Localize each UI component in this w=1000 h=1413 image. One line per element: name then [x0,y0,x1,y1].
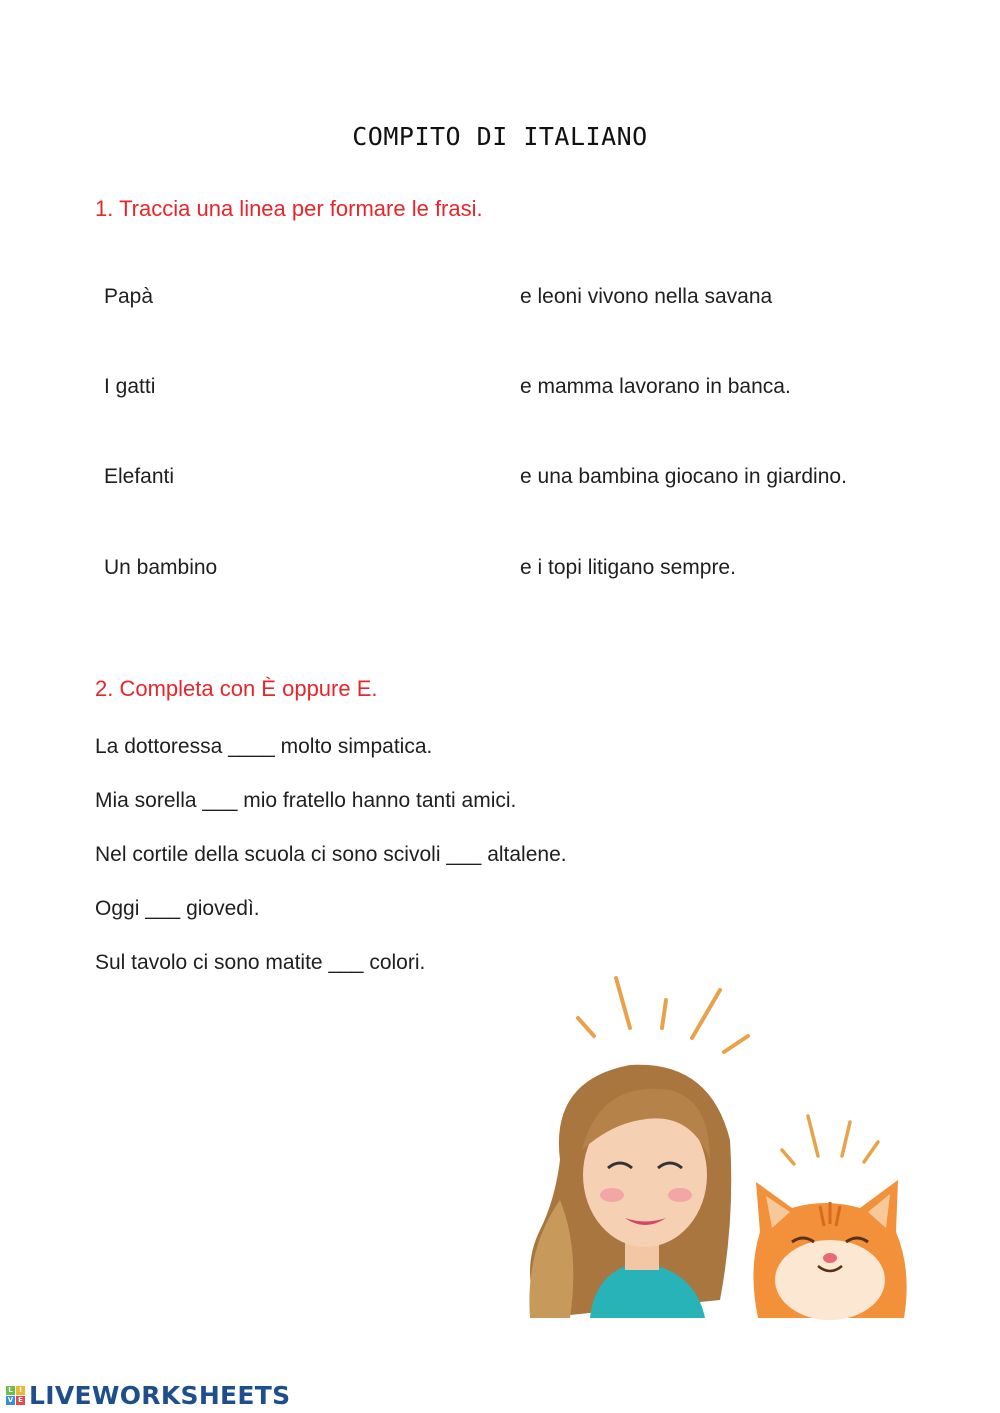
exercise1-instruction: 1. Traccia una linea per formare le frasi. [95,196,483,221]
girl-avatar-icon [529,1065,731,1318]
match-right-item[interactable]: e i topi litigano sempre. [520,556,736,579]
match-left-item[interactable]: I gatti [104,375,156,398]
match-right-item[interactable]: e una bambina giocano in giardino. [520,465,847,488]
fill-sentence[interactable]: Oggi ___ giovedì. [95,897,260,920]
fill-sentence[interactable]: Nel cortile della scuola ci sono scivoli ___ altalene. [95,843,567,866]
match-left-item[interactable]: Papà [104,285,154,308]
match-left-item[interactable]: Elefanti [104,465,175,488]
illustration-art [520,970,920,1320]
match-left-item[interactable]: Un bambino [104,556,218,579]
match-right-item[interactable]: e leoni vivono nella savana [520,285,773,308]
fill-sentence[interactable]: La dottoressa ____ molto simpatica. [95,735,433,758]
cat-sparkle-lines-icon [782,1116,878,1164]
brand-name: LIVEWORKSHEETS [29,1380,291,1410]
fill-sentence[interactable]: Sul tavolo ci sono matite ___ colori. [95,951,426,974]
orange-cat-icon [753,1180,906,1320]
fill-sentence[interactable]: Mia sorella ___ mio fratello hanno tanti amici. [95,789,517,812]
match-right-item[interactable]: e mamma lavorano in banca. [520,375,791,398]
illustration [520,970,920,1320]
footer-brand[interactable] [6,1380,290,1410]
page-title: COMPITO DI ITALIANO [352,122,648,151]
liveworksheets-logo-icon: L I V E [6,1386,25,1405]
exercise2-instruction: 2. Completa con È oppure E. [95,676,378,701]
sparkle-lines-icon [578,978,748,1052]
